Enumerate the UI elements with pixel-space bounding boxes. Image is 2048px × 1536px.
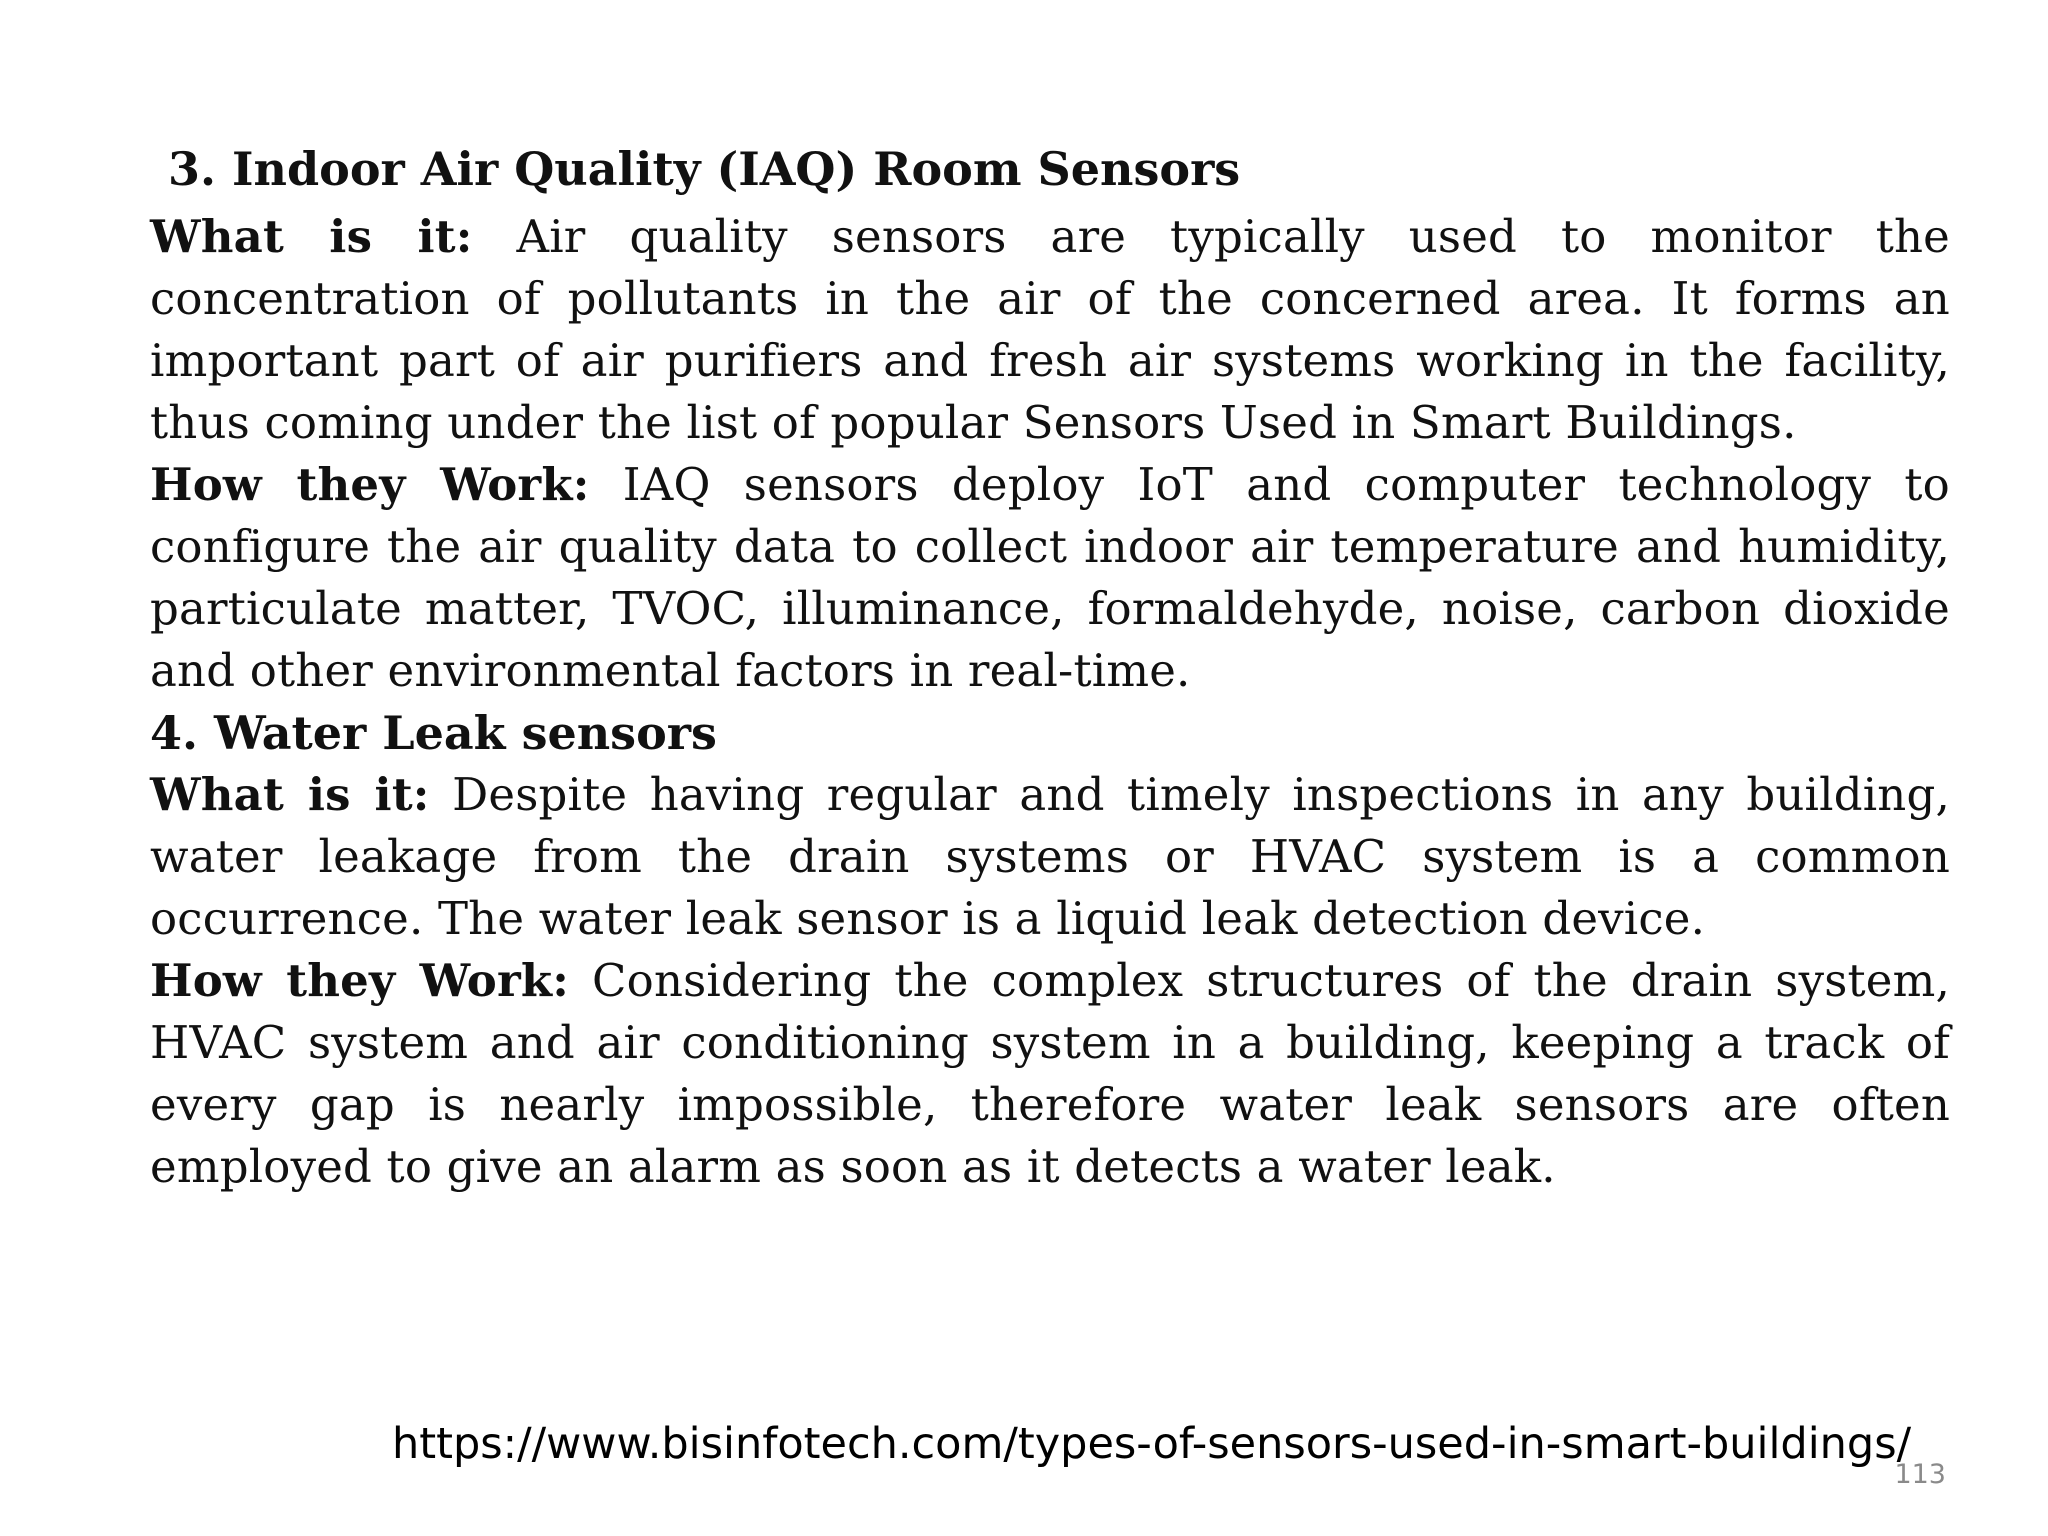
iaq-what-paragraph (150, 206, 1950, 454)
water-what-label: What is it: (150, 768, 430, 821)
iaq-what-text: Air quality sensors are typically used to monitor the concentration of pollutants in the air of the concerned area. It forms an important part of air purifiers and fresh air systems working in the facility, thus coming under the list of popular Sensors Used in Smart Buildings. (150, 210, 1950, 449)
iaq-what-label: What is it: (150, 210, 473, 263)
source-url: https://www.bisinfotech.com/types-of-sensors-used-in-smart-buildings/ (392, 1419, 1912, 1469)
section-heading-iaq: 3. Indoor Air Quality (IAQ) Room Sensors (168, 142, 1241, 196)
water-what-paragraph (150, 764, 1950, 950)
water-what-text: Despite having regular and timely inspections in any building, water leakage from the drain systems or HVAC system is a common occurrence. The water leak sensor is a liquid leak detection device. (150, 768, 1951, 945)
iaq-how-label: How they Work: (150, 458, 590, 511)
section-heading-water-leak: 4. Water Leak sensors (150, 706, 717, 760)
slide-content (150, 138, 1950, 1198)
water-how-paragraph (150, 950, 1950, 1198)
page-number: 113 (1894, 1459, 1946, 1490)
water-how-label: How they Work: (150, 954, 570, 1007)
water-how-text: Considering the complex structures of the drain system, HVAC system and air conditioning system in a building, keeping a track of every gap is nearly impossible, therefore water leak sensors are often employed to give an alarm as soon as it detects a water leak. (150, 954, 1950, 1193)
iaq-how-paragraph (150, 454, 1950, 702)
iaq-how-text: IAQ sensors deploy IoT and computer technology to configure the air quality data to collect indoor air temperature and humidity, particulate matter, TVOC, illuminance, formaldehyde, noise, carbon dioxide and other environmental factors in real-time. (150, 458, 1950, 697)
